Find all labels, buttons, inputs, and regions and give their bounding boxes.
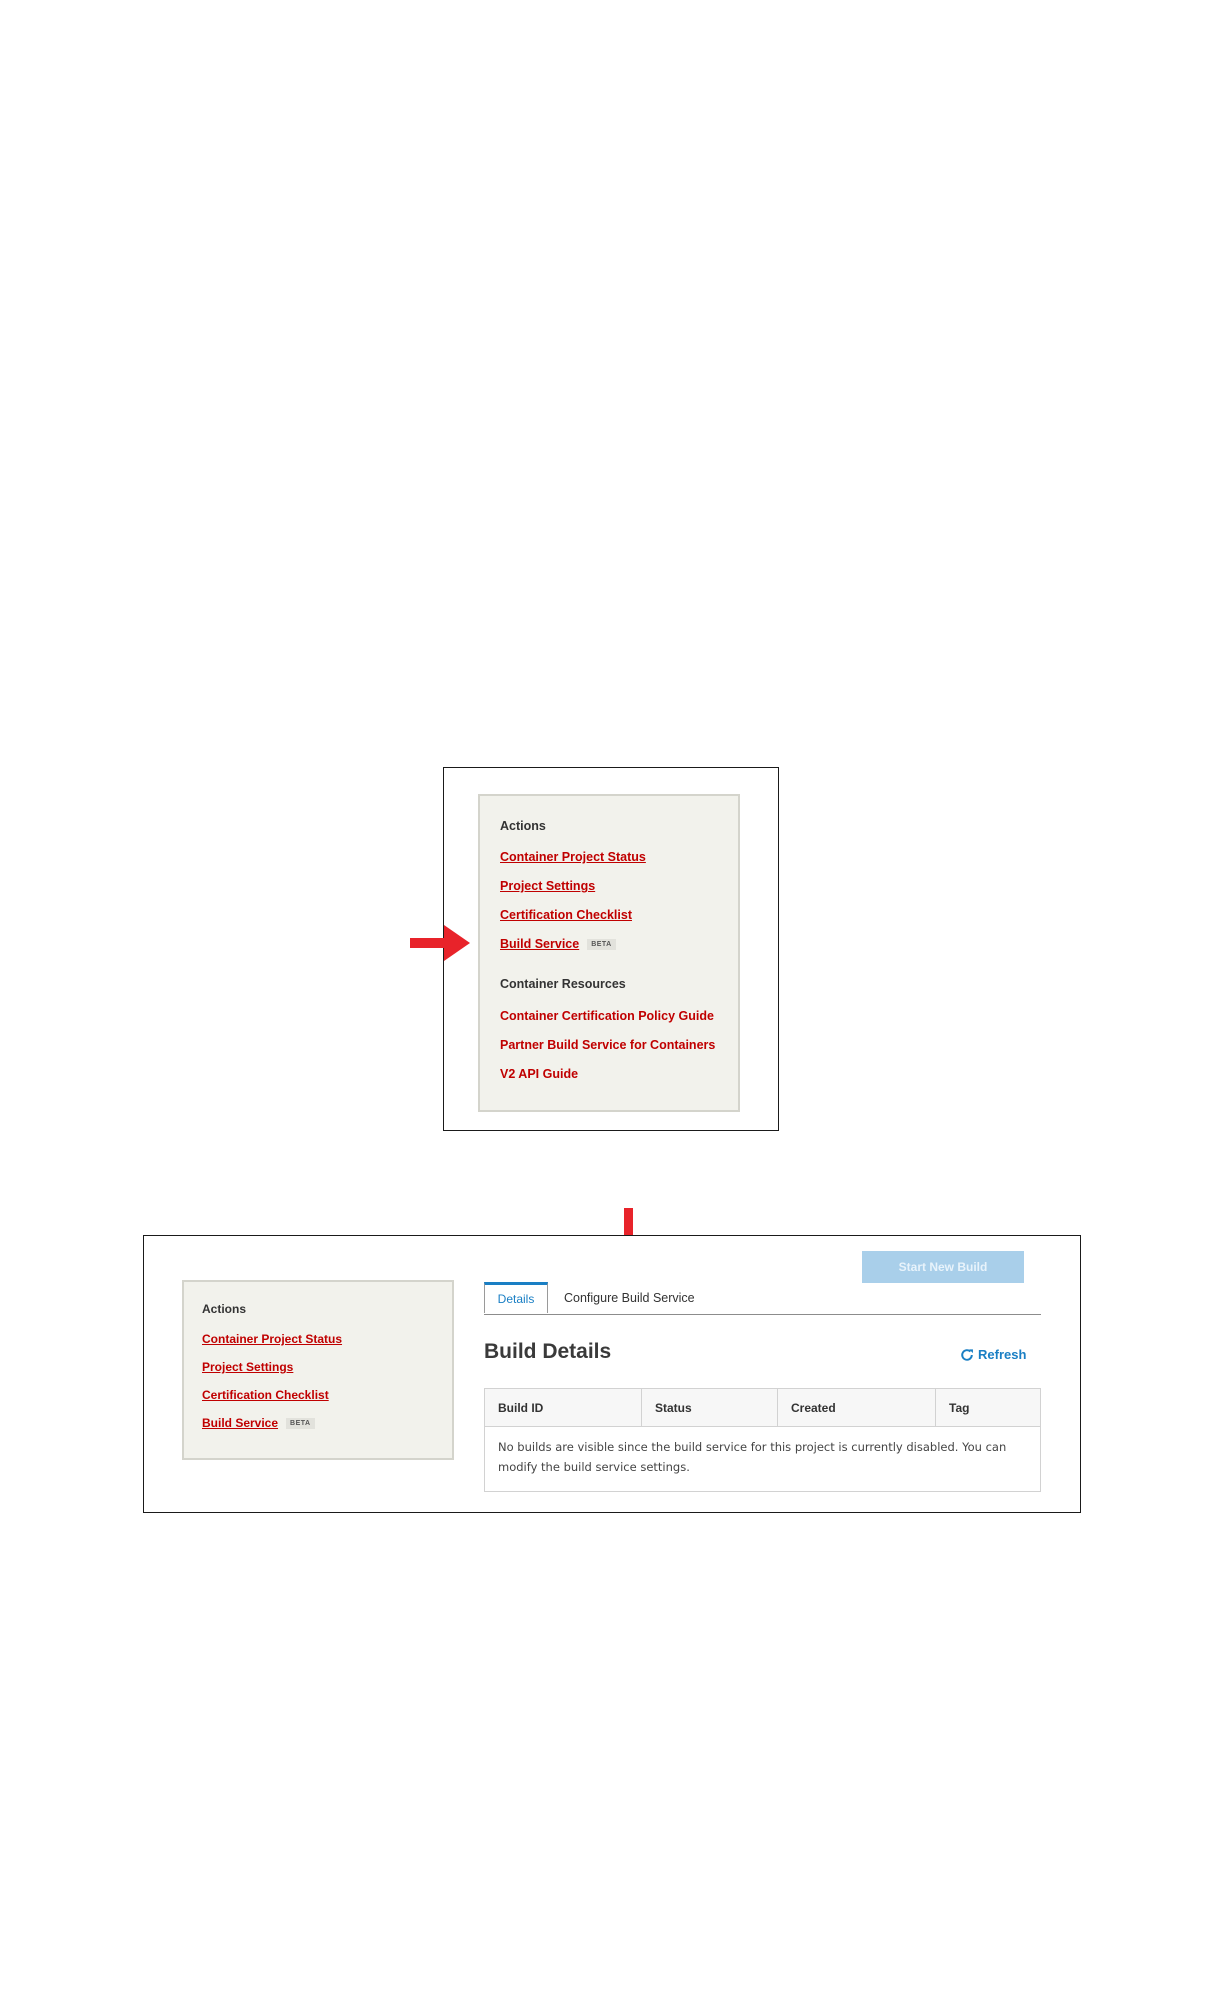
start-new-build-button[interactable]: Start New Build: [862, 1251, 1024, 1283]
link-v2-api-guide[interactable]: V2 API Guide: [500, 1067, 579, 1081]
link-build-service[interactable]: Build Service: [202, 1416, 279, 1430]
empty-table-message: No builds are visible since the build service for this project is currently disabled. You can modify the build service settings.: [498, 1440, 1007, 1474]
link-partner-build-service[interactable]: Partner Build Service for Containers: [500, 1038, 716, 1052]
link-certification-checklist[interactable]: Certification Checklist: [202, 1388, 329, 1402]
connector-line: [624, 1208, 633, 1236]
column-build-id[interactable]: Build ID: [485, 1389, 642, 1426]
table-header: [485, 1389, 1040, 1427]
column-created[interactable]: Created: [778, 1389, 936, 1426]
build-service-item: [500, 937, 616, 951]
refresh-button[interactable]: [960, 1347, 1026, 1362]
actions-heading: Actions: [500, 819, 546, 833]
tab-details[interactable]: Details: [484, 1282, 548, 1313]
page-title: Build Details: [484, 1340, 612, 1363]
tab-configure-build-service[interactable]: Configure Build Service: [564, 1290, 695, 1305]
link-container-project-status[interactable]: Container Project Status: [202, 1332, 343, 1346]
column-status[interactable]: Status: [642, 1389, 778, 1426]
actions-sidebar-figure: [443, 767, 779, 1131]
arrow-right-icon: [410, 923, 470, 963]
column-tag[interactable]: Tag: [949, 1400, 970, 1415]
actions-panel: [182, 1280, 454, 1460]
link-certification-checklist[interactable]: Certification Checklist: [500, 908, 632, 922]
link-container-project-status[interactable]: Container Project Status: [500, 850, 646, 864]
actions-panel: [478, 794, 740, 1112]
link-build-service[interactable]: Build Service: [500, 937, 580, 951]
link-project-settings[interactable]: Project Settings: [202, 1360, 294, 1374]
link-project-settings[interactable]: Project Settings: [500, 879, 596, 893]
beta-badge: BETA: [286, 1418, 315, 1429]
builds-table: [484, 1388, 1041, 1492]
refresh-icon: [960, 1348, 974, 1362]
link-certification-policy-guide[interactable]: Container Certification Policy Guide: [500, 1009, 714, 1023]
container-resources-heading: Container Resources: [500, 977, 626, 991]
build-service-page-figure: [143, 1235, 1081, 1513]
actions-heading: Actions: [202, 1302, 247, 1316]
refresh-label: Refresh: [978, 1347, 1027, 1362]
tab-bar: [484, 1282, 1041, 1315]
build-service-item: [202, 1416, 315, 1430]
beta-badge: BETA: [587, 939, 616, 950]
